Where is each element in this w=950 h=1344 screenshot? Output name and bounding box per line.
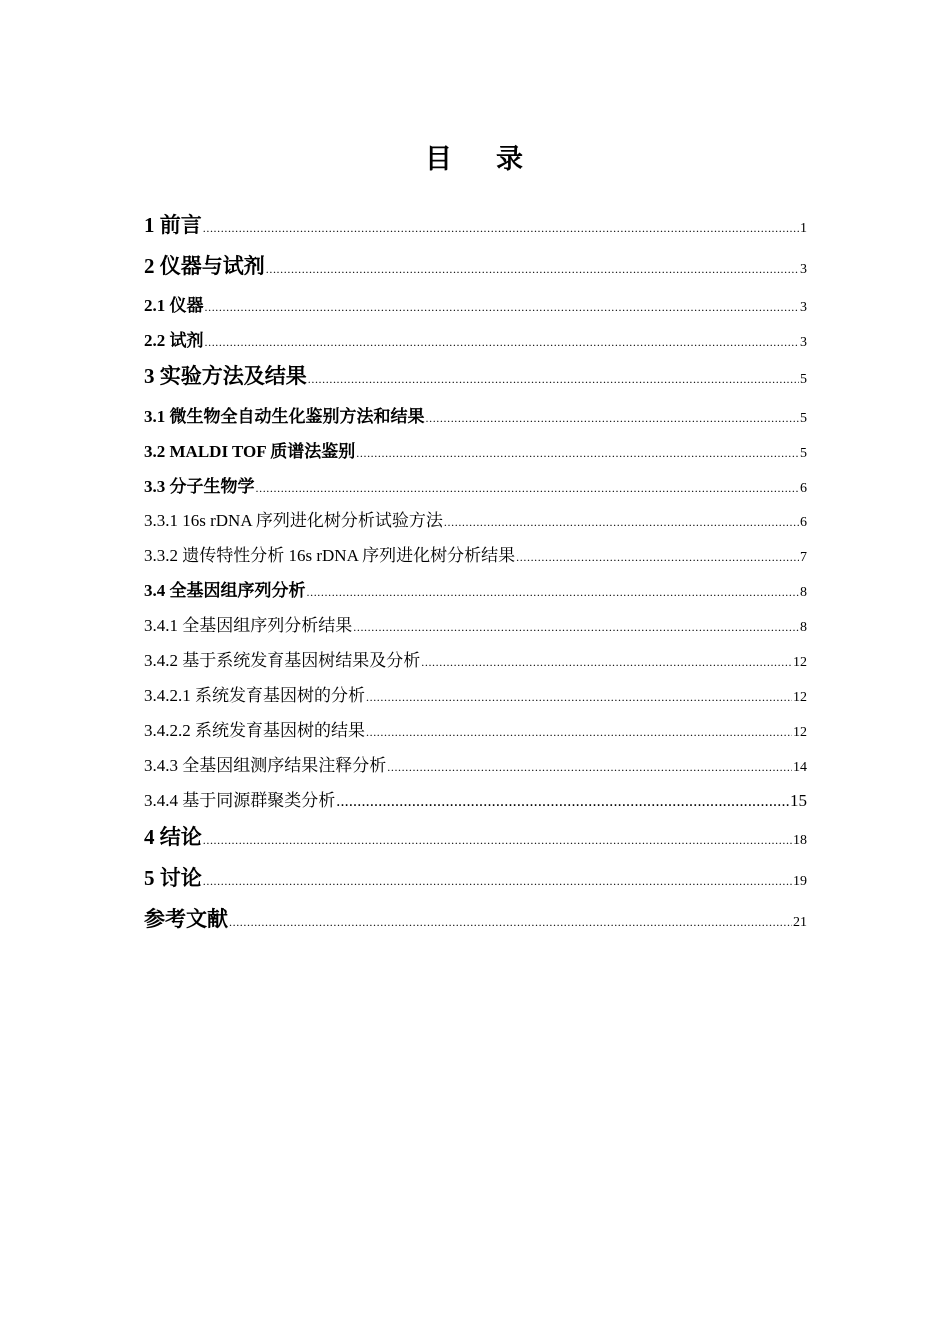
toc-entry-references[interactable] [144,903,807,933]
toc-leader-dots [203,833,792,848]
toc-page-number: 18 [793,833,807,848]
toc-leader-dots [353,620,799,635]
toc-entry-3-4-4[interactable] [144,786,807,811]
toc-page-number: 3 [800,300,807,315]
toc-leader-dots [203,221,799,236]
toc-page-number: 19 [793,874,807,889]
toc-leader-dots [421,655,792,670]
toc-entry-5[interactable] [144,862,807,892]
toc-leader-dots [205,300,800,315]
toc-leader-dots [205,335,800,350]
toc-title-char-2: 录 [496,144,525,174]
toc-page-number: 3 [800,335,807,350]
toc-entry-3-4-1[interactable] [144,611,807,636]
toc-entry-label: 3.1 微生物全自动生化鉴别方法和结果 [144,407,425,426]
toc-entry-label: 3.3.1 16s rDNA 序列进化树分析试验方法 [144,511,443,530]
toc-entry-3-3-2[interactable] [144,541,807,566]
toc-leader-dots [387,760,792,775]
toc-entry-2[interactable] [144,250,807,280]
toc-page-number: 7 [800,550,807,565]
toc-entry-label: 3.4.3 全基因组测序结果注释分析 [144,756,387,775]
toc-page-number: 8 [800,620,807,635]
toc-entry-3-4-2-1[interactable] [144,681,807,706]
toc-entry-label: 5 讨论 [144,866,202,890]
toc-entry-label: 2 仪器与试剂 [144,254,265,278]
toc-entry-label: 2.2 试剂 [144,331,204,350]
toc-entry-3-2[interactable] [144,437,807,462]
toc-page-number: 12 [793,655,807,670]
toc-entry-label: 3.4.4 基于同源群聚类分析 [144,791,336,810]
toc-entry-2-2[interactable] [144,326,807,351]
toc-entry-label: 3.4.2.1 系统发育基因树的分析 [144,686,365,705]
toc-entry-label: 3.4.1 全基因组序列分析结果 [144,616,353,635]
toc-page-number: 1 [800,221,807,236]
toc-leader-dots [366,725,792,740]
toc-leader-dots [426,411,800,426]
toc-entry-3-3[interactable] [144,472,807,497]
toc-title-char-1: 目 [425,144,454,174]
toc-entry-label: 3.4 全基因组序列分析 [144,581,306,600]
toc-leader-dots [444,515,799,530]
toc-entry-3[interactable] [144,360,807,390]
toc-page-number: 12 [793,690,807,705]
toc-entry-label: 3.4.2 基于系统发育基因树结果及分析 [144,651,421,670]
toc-entry-label: 3.2 MALDI TOF 质谱法鉴别 [144,442,356,461]
toc-entry-label: 2.1 仪器 [144,296,204,315]
toc-page-number: 6 [800,515,807,530]
toc-page-number: 5 [800,446,807,461]
toc-page-number: 5 [800,411,807,426]
toc-leader-dots [308,372,799,387]
toc-title [0,137,950,176]
toc-entry-label: 3 实验方法及结果 [144,364,307,388]
toc-leader-dots [356,446,799,461]
toc-entry-label: 3.3.2 遗传特性分析 16s rDNA 序列进化树分析结果 [144,546,516,565]
toc-page-number: 21 [793,915,807,930]
toc-entry-3-1[interactable] [144,402,807,427]
toc-leader-dots [307,585,800,600]
toc-leader-dots [203,874,792,889]
toc-page-number: 3 [800,262,807,277]
toc-entry-1[interactable] [144,209,807,239]
toc-entry-3-4-2-2[interactable] [144,716,807,741]
toc-leader-dots [256,481,800,496]
toc-leader-dots [266,262,799,277]
toc-page-number: 12 [793,725,807,740]
toc-entry-label: 1 前言 [144,213,202,237]
toc-entry-3-4-3[interactable] [144,751,807,776]
toc-entry-3-4-2[interactable] [144,646,807,671]
toc-leader-dots [229,915,792,930]
toc-leader-dots [516,550,799,565]
toc-entry-3-3-1[interactable] [144,506,807,531]
toc-entry-label: 参考文献 [144,907,228,931]
toc-leader-dots [366,690,792,705]
toc-page-number: 15 [790,791,807,810]
toc-entry-label: 4 结论 [144,825,202,849]
toc-page-number: 14 [793,760,807,775]
toc-entry-label: 3.3 分子生物学 [144,477,255,496]
toc-entry-2-1[interactable] [144,291,807,316]
toc-page-number: 5 [800,372,807,387]
toc-leader-dots [336,793,789,811]
toc-entry-label: 3.4.2.2 系统发育基因树的结果 [144,721,365,740]
toc-entry-4[interactable] [144,821,807,851]
toc-page-number: 6 [800,481,807,496]
toc-page-number: 8 [800,585,807,600]
toc-entry-3-4[interactable] [144,576,807,601]
